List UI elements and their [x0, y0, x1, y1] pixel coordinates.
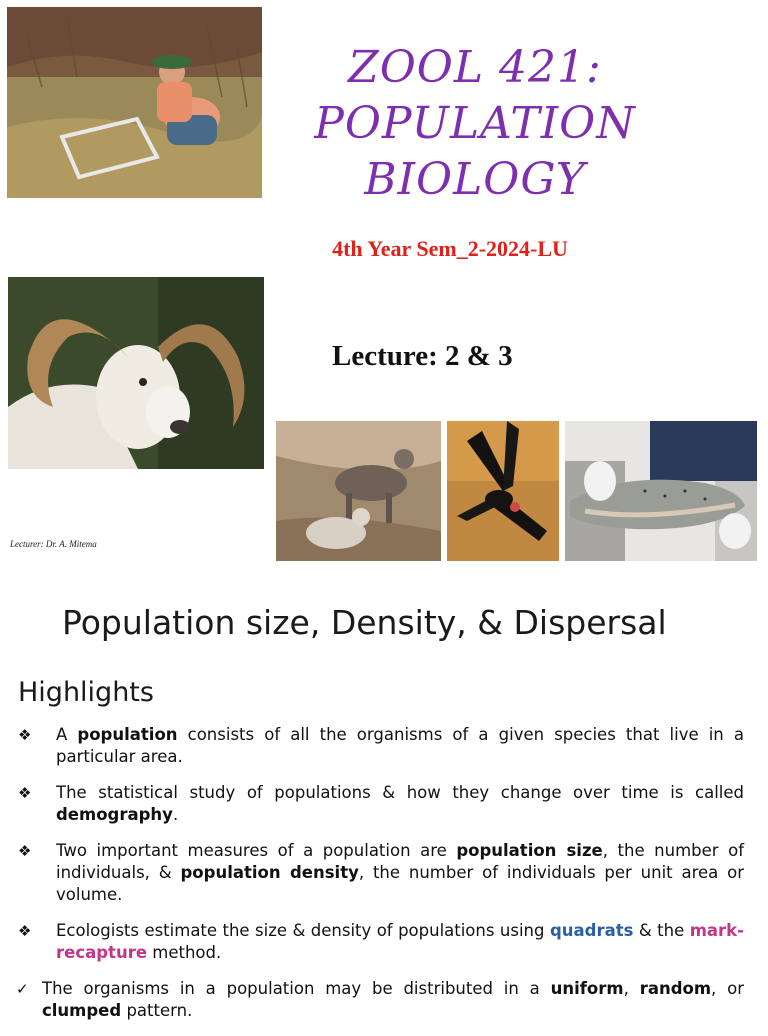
diamond-bullet-icon: ❖ [18, 726, 32, 744]
keyword: population size [456, 841, 603, 860]
bullet-text: . [172, 805, 179, 824]
title-line-1: ZOOL 421: [348, 42, 602, 93]
title-line-2: POPULATION [314, 98, 636, 149]
condor-photo [447, 421, 559, 561]
list-item [14, 978, 744, 1022]
keyword: demography [56, 805, 173, 824]
diamond-bullet-icon: ❖ [18, 922, 32, 940]
bullet-text: , the number of individuals per unit area or volume. [56, 863, 745, 904]
bullet-text: , or [711, 979, 744, 998]
list-item [14, 840, 744, 906]
bullet-text: pattern. [121, 1001, 193, 1020]
bullet-text: A [56, 725, 78, 744]
list-item [14, 724, 744, 768]
list-item [14, 920, 744, 964]
ram-photo [8, 277, 264, 469]
fish-tagging-photo [565, 421, 757, 561]
list-item [14, 782, 744, 826]
bullet-text: , [623, 979, 640, 998]
highlights-list [14, 724, 744, 1036]
bullet-text: The organisms in a population may be distributed in a [42, 979, 551, 998]
keyword-mark-recapture: mark-recapture [56, 921, 745, 962]
mountain-goats-photo [276, 421, 441, 561]
course-subtitle: 4th Year Sem_2-2024-LU [332, 236, 568, 261]
keyword: population [77, 725, 178, 744]
bullet-text: The statistical study of populations & how they change over time is called [56, 783, 744, 802]
section-title: Population size, Density, & Dispersal [62, 603, 667, 642]
bullet-text: method. [147, 943, 222, 962]
keyword-quadrats: quadrats [549, 921, 634, 940]
diamond-bullet-icon: ❖ [18, 842, 32, 860]
bullet-text: , the number of individuals, & [56, 841, 744, 882]
lecture-number: Lecture: 2 & 3 [332, 340, 513, 372]
lecturer-name: Lecturer: Dr. A. Mitema [10, 539, 97, 549]
bullet-text: Ecologists estimate the size & density of populations using [56, 921, 550, 940]
title-line-3: BIOLOGY [364, 154, 586, 205]
keyword: clumped [42, 1001, 122, 1020]
keyword: uniform [550, 979, 624, 998]
diamond-bullet-icon: ❖ [18, 784, 32, 802]
keyword: population density [180, 863, 359, 882]
field-quadrat-photo [7, 7, 262, 198]
bullet-text: consists of all the organisms of a given species that live in a particular area. [56, 725, 744, 766]
checkmark-icon: ✓ [16, 980, 29, 998]
bullet-text: & the [633, 921, 690, 940]
keyword: random [639, 979, 712, 998]
highlights-heading: Highlights [18, 677, 154, 708]
course-title [270, 40, 680, 208]
bullet-text: Two important measures of a population are [56, 841, 457, 860]
